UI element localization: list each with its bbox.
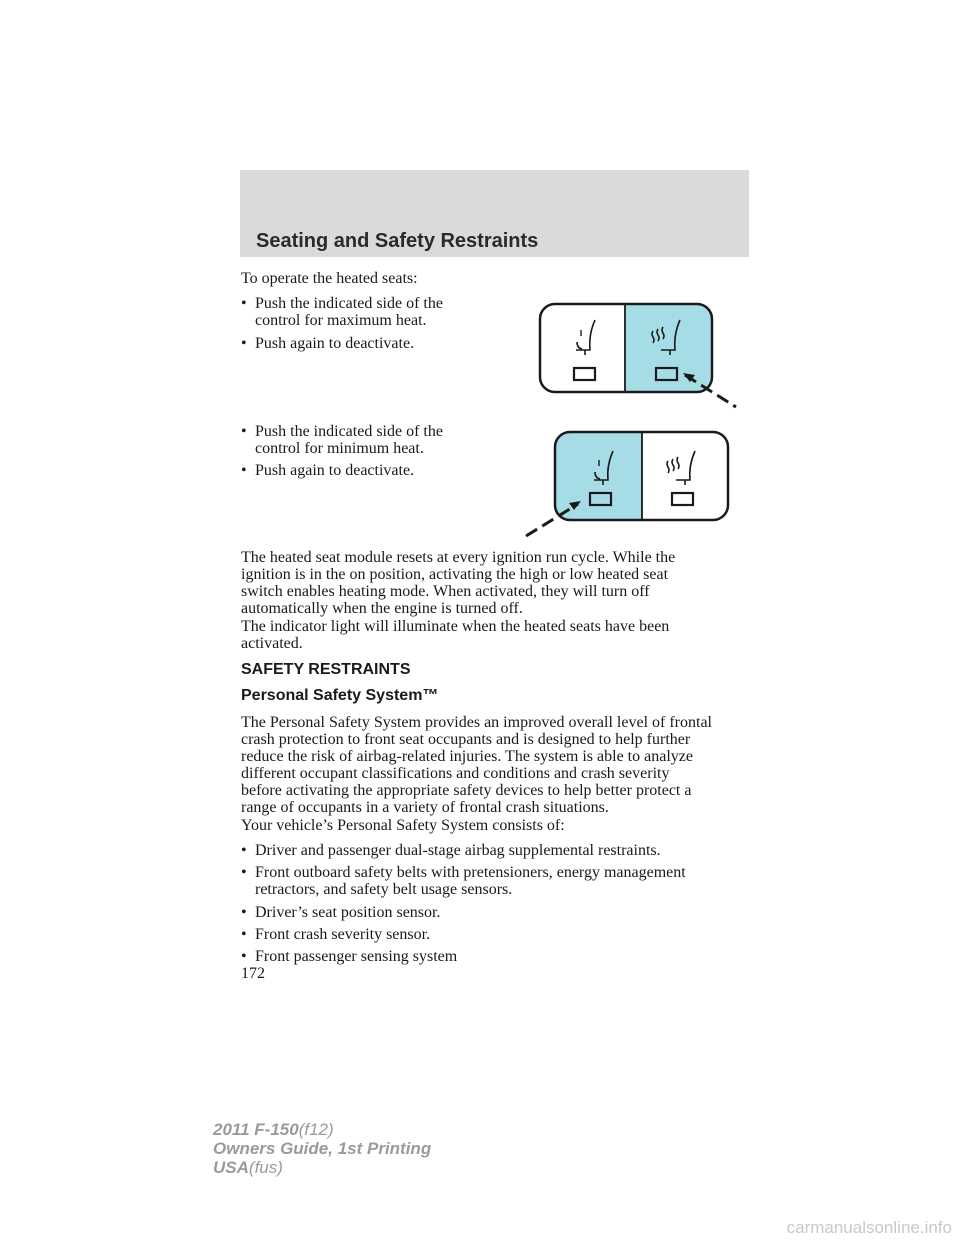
bullet-text-line1: Push the indicated side of the [255, 295, 443, 312]
bullet-dot: • [241, 904, 247, 921]
bullet-text: Push again to deactivate. [255, 335, 415, 352]
heated-seat-control-high [539, 303, 739, 408]
bullet-text-line2: control for minimum heat. [255, 440, 424, 457]
watermark: carmanualsonline.info [786, 1218, 952, 1237]
footer-code: (f12) [298, 1120, 334, 1139]
paragraph-heated-seat-module [241, 549, 675, 617]
bullet-dot: • [241, 842, 247, 859]
bullet-text: Front passenger sensing system [255, 948, 458, 965]
indicator-light [672, 493, 693, 505]
bullet-dot: • [241, 864, 247, 881]
footer-line [213, 1158, 283, 1177]
bullet-text-line2: control for maximum heat. [255, 312, 427, 329]
text-line: activated. [241, 635, 303, 652]
bullet-dot: • [241, 335, 247, 352]
bullet-dot: • [241, 948, 247, 965]
bullet-dot: • [241, 295, 247, 312]
footer-line [213, 1120, 334, 1139]
highlight-region [555, 432, 642, 520]
bullet-text: Front crash severity sensor. [255, 926, 431, 943]
text-line: range of occupants in a variety of frontal crash situations. [241, 799, 609, 816]
sub-heading: Personal Safety System™ [241, 687, 439, 704]
seat-icon [576, 320, 595, 355]
section-heading: SAFETY RESTRAINTS [241, 661, 411, 678]
text-line: before activating the appropriate safety devices to help better protect a [241, 782, 692, 799]
footer-region: USA [213, 1158, 249, 1177]
indicator-light [574, 368, 595, 380]
text-line: automatically when the engine is turned off. [241, 600, 523, 617]
bullet-text: Driver and passenger dual-stage airbag supplemental restraints. [255, 842, 661, 859]
text-line: The Personal Safety System provides an improved overall level of frontal [241, 714, 712, 731]
bullet-text-line1: Push the indicated side of the [255, 423, 443, 440]
heated-seat-control-low [524, 431, 730, 541]
footer-region-code: (fus) [248, 1158, 283, 1177]
bullet-text: Driver’s seat position sensor. [255, 904, 441, 921]
text-line: crash protection to front seat occupants and is designed to help further [241, 731, 691, 748]
bullet-text-line1: Front outboard safety belts with pretensioners, energy management [255, 864, 686, 881]
footer-line [213, 1139, 431, 1158]
text-line: different occupant classifications and conditions and crash severity [241, 765, 670, 782]
bullet-text: Push again to deactivate. [255, 462, 415, 479]
bullet-dot: • [241, 926, 247, 943]
text-line: The indicator light will illuminate when the heated seats have been [241, 618, 670, 635]
text-line: reduce the risk of airbag-related injuries. The system is able to analyze [241, 748, 693, 765]
page-number: 172 [241, 965, 265, 982]
bullet-dot: • [241, 462, 247, 479]
bullet-text-line2: retractors, and safety belt usage sensors. [255, 881, 513, 898]
intro-text: To operate the heated seats: [241, 270, 418, 287]
heated-seat-icon [667, 451, 695, 485]
footer-printing: Owners Guide, 1st Printing [213, 1139, 432, 1158]
text-line: ignition is in the on position, activating the high or low heated seat [241, 566, 669, 583]
paragraph-indicator-light [241, 618, 669, 652]
bullet-dot: • [241, 423, 247, 440]
text-line: The heated seat module resets at every ignition run cycle. While the [241, 549, 676, 566]
highlight-region [625, 304, 712, 392]
footer-model: 2011 F-150 [213, 1120, 299, 1139]
section-header-bar [240, 170, 749, 257]
paragraph-consists-of: Your vehicle’s Personal Safety System consists of: [241, 817, 565, 834]
paragraph-personal-safety-system [241, 714, 712, 816]
text-line: switch enables heating mode. When activated, they will turn off [241, 583, 650, 600]
section-title: Seating and Safety Restraints [256, 230, 539, 252]
